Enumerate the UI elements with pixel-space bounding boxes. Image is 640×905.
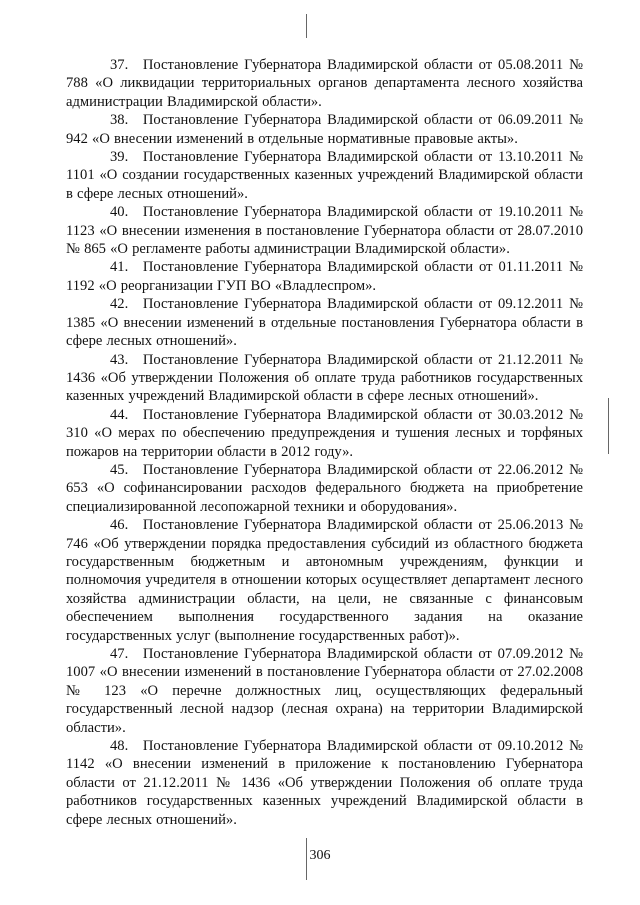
list-item: 48. Постановление Губернатора Владимирской области от 09.10.2012 № 1142 «О внесении изменений в приложение к постановлению Губернатора области от 21.12.2011 № 1436 «Об утверждении Положения об оплате труда работников государственных казенных учреждений Владимирской области в сфере лесных отношений».	[66, 738, 583, 828]
list-item: 44. Постановление Губернатора Владимирской области от 30.03.2012 № 310 «О мерах по обеспечению предупреждения и тушения лесных и торфяных пожаров на территории области в 2012 году».	[66, 406, 583, 460]
list-item: 42. Постановление Губернатора Владимирской области от 09.12.2011 № 1385 «О внесении изменений в отдельные постановления Губернатора области в сфере лесных отношений».	[66, 296, 583, 350]
list-item: 37. Постановление Губернатора Владимирской области от 05.08.2011 № 788 «О ликвидации территориальных органов департамента лесного хозяйства администрации Владимирской области».	[66, 57, 583, 110]
list-item: 46. Постановление Губернатора Владимирской области от 25.06.2013 № 746 «Об утверждении порядка предоставления субсидий из областного бюджета государственным бюджетным и автономным учреждениям, функции и полномочия учредителя в отношении которых осуществляет департамент лесного хозяйства администрации области, на цели, не связанные с финансовым обеспечением выполнения государственного задания на оказание государственных услуг (выполнение государственных работ)».	[66, 517, 583, 644]
list-item: 47. Постановление Губернатора Владимирской области от 07.09.2012 № 1007 «О внесении изменений в постановление Губернатора области от 27.02.2008 № 123 «О перечне должностных лиц, осуществляющих федеральный государственный лесной надзор (лесная охрана) на территории Владимирской области».	[66, 646, 583, 736]
scan-artifact-line	[306, 14, 307, 38]
scan-artifact-line	[608, 398, 609, 454]
list-item: 41. Постановление Губернатора Владимирской области от 01.11.2011 № 1192 «О реорганизации ГУП ВО «Владлеспром».	[66, 259, 583, 294]
document-body	[66, 56, 583, 829]
list-item: 45. Постановление Губернатора Владимирской области от 22.06.2012 № 653 «О софинансировании расходов федерального бюджета на приобретение специализированной лесопожарной техники и оборудования».	[66, 461, 583, 515]
page-number: 306	[309, 848, 331, 863]
list-item: 39. Постановление Губернатора Владимирской области от 13.10.2011 № 1101 «О создании государственных казенных учреждений Владимирской области в сфере лесных отношений».	[66, 149, 583, 202]
list-item: 40. Постановление Губернатора Владимирской области от 19.10.2011 № 1123 «О внесении изменения в постановление Губернатора области от 28.07.2010 № 865 «О регламенте работы администрации Владимирской области».	[66, 204, 583, 258]
list-item: 38. Постановление Губернатора Владимирской области от 06.09.2011 № 942 «О внесении изменений в отдельные нормативные правовые акты».	[66, 112, 583, 147]
list-item: 43. Постановление Губернатора Владимирской области от 21.12.2011 № 1436 «Об утверждении Положения об оплате труда работников государственных казенных учреждений Владимирской области в сфере лесных отношений».	[66, 351, 583, 405]
